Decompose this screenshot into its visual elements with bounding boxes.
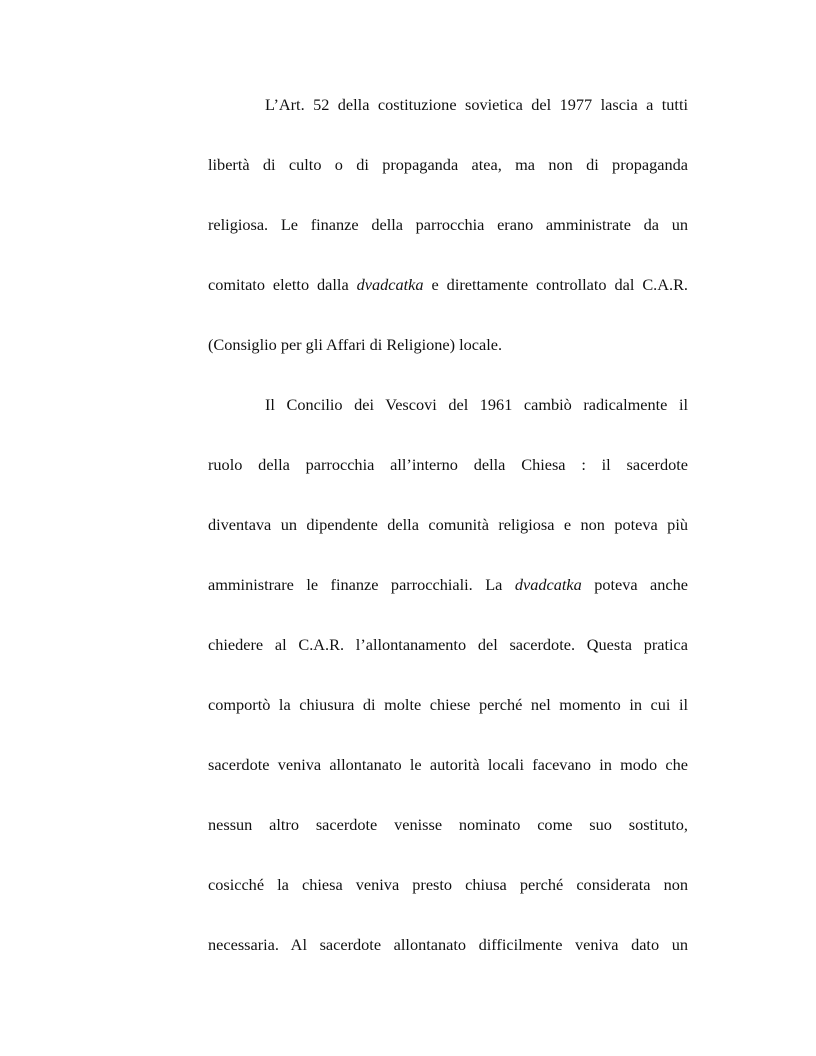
- paragraph-1: [208, 91, 688, 391]
- text-line: comportò la chiusura di molte chiese perché nel momento in cui il: [208, 695, 688, 714]
- text-line: necessaria. Al sacerdote allontanato difficilmente veniva dato un: [208, 935, 688, 954]
- text-run: amministrare le finanze parrocchiali. La: [208, 575, 515, 594]
- text-line: sacerdote veniva allontanato le autorità locali facevano in modo che: [208, 755, 688, 774]
- text-run: poteva anche: [581, 575, 689, 594]
- text-line: L’Art. 52 della costituzione sovietica del 1977 lascia a tutti: [265, 95, 688, 114]
- text-line: diventava un dipendente della comunità religiosa e non poteva più: [208, 515, 688, 534]
- text-line: cosicché la chiesa veniva presto chiusa perché considerata non: [208, 875, 688, 894]
- text-line: (Consiglio per gli Affari di Religione) locale.: [208, 335, 503, 354]
- text-run: e direttamente controllato dal C.A.R.: [423, 275, 689, 294]
- document-page: [208, 91, 688, 991]
- italic-term: dvadcatka: [514, 575, 582, 594]
- italic-term: dvadcatka: [356, 275, 424, 294]
- text-line: nessun altro sacerdote venisse nominato come suo sostituto,: [208, 815, 688, 834]
- paragraph-2: [208, 391, 688, 991]
- text-line: libertà di culto o di propaganda atea, ma non di propaganda: [208, 155, 688, 174]
- text-line: ruolo della parrocchia all’interno della Chiesa : il sacerdote: [208, 455, 688, 474]
- text-line: chiedere al C.A.R. l’allontanamento del sacerdote. Questa pratica: [208, 635, 688, 654]
- text-line: [208, 271, 688, 331]
- text-line: religiosa. Le finanze della parrocchia erano amministrate da un: [208, 215, 688, 234]
- text-line: [208, 571, 688, 631]
- text-line: Il Concilio dei Vescovi del 1961 cambiò radicalmente il: [265, 395, 688, 414]
- text-run: comitato eletto dalla: [208, 275, 357, 294]
